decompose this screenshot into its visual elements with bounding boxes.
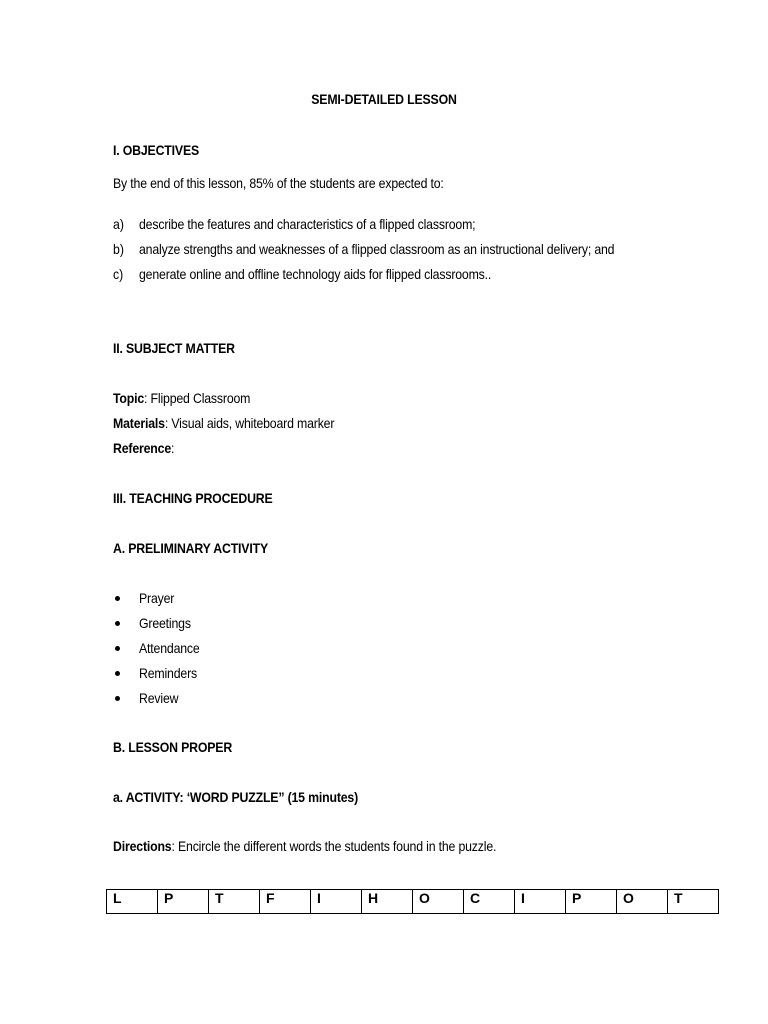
objectives-intro: By the end of this lesson, 85% of the students are expected to: <box>113 175 444 191</box>
puzzle-cell: F <box>260 890 311 914</box>
teaching-procedure-heading: III. TEACHING PROCEDURE <box>113 490 273 506</box>
objectives-heading: I. OBJECTIVES <box>113 142 200 158</box>
objective-marker: b) <box>113 241 124 257</box>
list-item-label: Reminders <box>139 665 197 681</box>
puzzle-cell: O <box>413 890 464 914</box>
reference-label: Reference <box>113 440 171 456</box>
directions-value: : Encircle the different words the students found in the puzzle. <box>171 838 497 854</box>
topic-value: : Flipped Classroom <box>144 390 251 406</box>
puzzle-cell: P <box>566 890 617 914</box>
bullet-icon <box>115 621 120 626</box>
puzzle-cell: P <box>158 890 209 914</box>
puzzle-cell: T <box>209 890 260 914</box>
list-item-label: Greetings <box>139 615 191 631</box>
puzzle-cell: I <box>515 890 566 914</box>
bullet-icon <box>115 671 120 676</box>
objective-text: generate online and offline technology aids for flipped classrooms.. <box>139 266 492 282</box>
objective-text: analyze strengths and weaknesses of a flipped classroom as an instructional delivery; and <box>139 241 615 257</box>
materials-label: Materials <box>113 415 165 431</box>
puzzle-cell: C <box>464 890 515 914</box>
puzzle-cell: O <box>617 890 668 914</box>
activity-heading: a. ACTIVITY: ‘WORD PUZZLE” (15 minutes) <box>113 789 359 805</box>
list-item-label: Prayer <box>139 590 175 606</box>
reference-line <box>113 440 174 456</box>
directions-label: Directions <box>113 838 172 854</box>
objective-marker: a) <box>113 216 124 232</box>
puzzle-cell: T <box>668 890 719 914</box>
materials-line <box>113 415 334 431</box>
bullet-icon <box>115 646 120 651</box>
list-item-label: Attendance <box>139 640 200 656</box>
puzzle-cell: H <box>362 890 413 914</box>
subject-matter-heading: II. SUBJECT MATTER <box>113 340 235 356</box>
table-row <box>107 890 719 914</box>
objective-text: describe the features and characteristics of a flipped classroom; <box>139 216 476 232</box>
word-puzzle-table <box>106 889 719 914</box>
puzzle-cell: L <box>107 890 158 914</box>
lesson-proper-heading: B. LESSON PROPER <box>113 739 233 755</box>
bullet-icon <box>115 596 120 601</box>
directions-line <box>113 838 496 854</box>
objective-marker: c) <box>113 266 124 282</box>
bullet-icon <box>115 696 120 701</box>
topic-line <box>113 390 250 406</box>
list-item-label: Review <box>139 690 179 706</box>
topic-label: Topic <box>113 390 145 406</box>
puzzle-cell: I <box>311 890 362 914</box>
reference-value: : <box>170 440 175 456</box>
materials-value: : Visual aids, whiteboard marker <box>164 415 335 431</box>
document-title: SEMI-DETAILED LESSON <box>311 91 457 107</box>
preliminary-activity-heading: A. PRELIMINARY ACTIVITY <box>113 540 268 556</box>
